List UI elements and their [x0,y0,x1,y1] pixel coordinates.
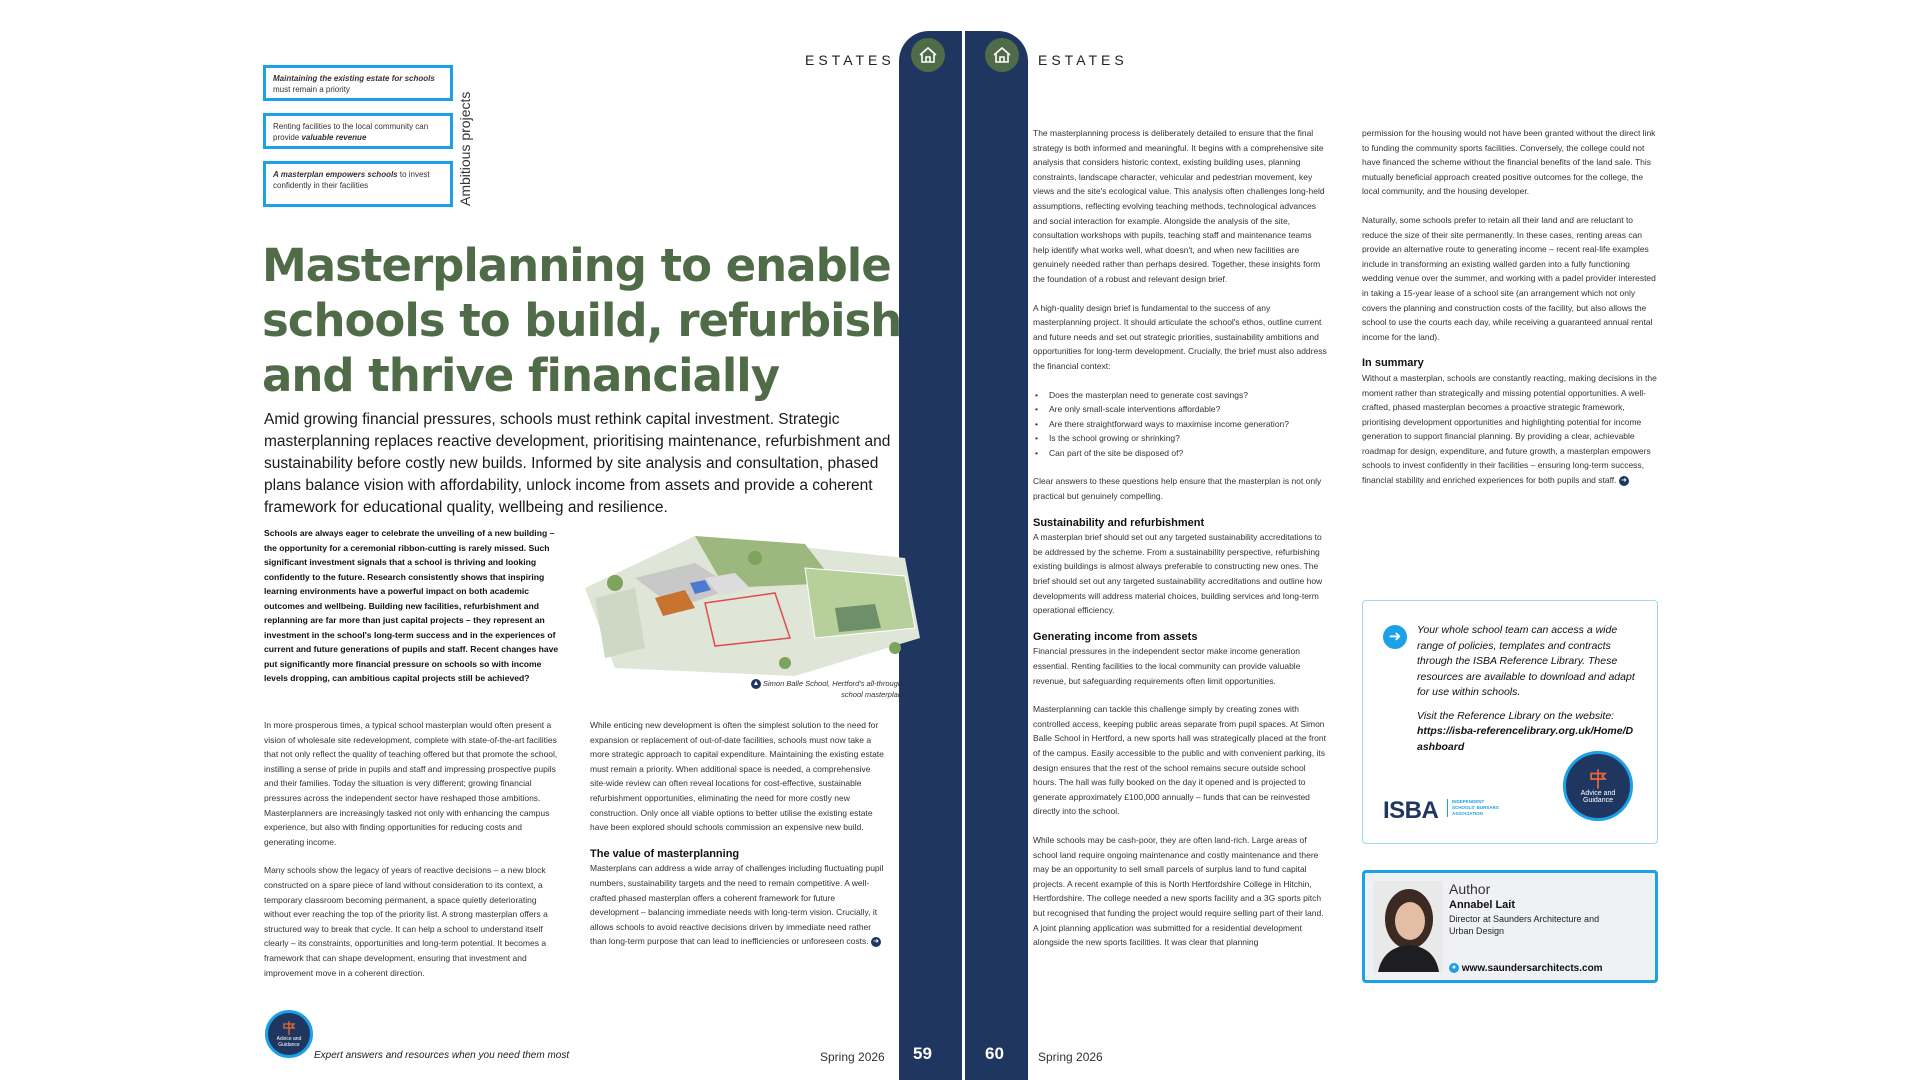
paragraph: Masterplans can address a wide array of challenges including fluctuating pupil numbers, sustainability targets and the need to remain competitive. A well-crafted phased masterplan offers a coherent framework for future development – balancing immediate needs with long-term vision. Crucially, it allows schools to avoid reactive decisions driven by immediate need rather than long-term purpose that can lead to inefficiencies or unforeseen costs. ➜ [590,863,884,947]
p60-col2 [1362,126,1659,488]
pull-quote [263,161,453,207]
right-page-number: 60 [985,1044,1004,1063]
subheading: In summary [1362,357,1424,370]
signpost-icon [281,1020,297,1036]
pull-quote-text: must remain a priority [273,85,350,94]
signpost-icon [1587,768,1609,790]
arrow-up-icon: ▲ [752,680,760,688]
right-spine-strip [965,31,1028,1080]
paragraph: Clear answers to these questions help ensure that the masterplan is not only practical but genuinely compelling. [1033,476,1322,502]
p60-col1 [1033,126,1328,950]
headline: Masterplanning to enable schools to build, refurbish and thrive financially [262,239,902,402]
info-paragraph: Your whole school team can access a wide range of policies, templates and contracts through the ISBA Reference Library. These resources are available to download and adapt for use within schools. [1417,624,1635,698]
house-icon [985,38,1019,72]
subheading: Generating income from assets [1033,630,1198,643]
side-label: Ambitious projects [457,91,473,206]
info-text [1417,623,1637,755]
question-list [1035,388,1328,461]
intro-paragraph: Schools are always eager to celebrate the unveiling of a new building – the opportunity for a ceremonial ribbon-cutting is rarely missed. Such significant investment signals that a school is thriving and looking confidently to the future. Research consistently shows that inspiring learning environments have a powerful impact on both academic outcomes and wellbeing. Building new facilities, refurbishment and replanning are far more than just capital projects – they represent an investment in the school's long-term success and in the experiences of current and future generations of pupils and staff. Recent changes have put significantly more financial pressure on schools so with income levels dropping, can ambitious capital projects still be achieved? [264,528,559,683]
author-website[interactable] [1449,963,1603,974]
pull-quote [263,65,453,101]
pull-quote-text: Renting facilities to the local community can provide [273,122,429,142]
isba-logo-subtitle: INDEPENDENT SCHOOLS' BURSARS ASSOCIATION [1447,799,1499,817]
pull-quote-bold: valuable revenue [301,133,367,142]
pull-quote-text: to invest confidently in their facilities [273,170,430,190]
arrow-right-icon: ➜ [1619,476,1629,486]
arrow-right-icon: ➜ [1383,625,1407,649]
advice-badge [1563,751,1633,821]
subheading: Sustainability and refurbishment [1033,516,1205,529]
paragraph: A masterplan brief should set out any targeted sustainability accreditations to be addressed by the scheme. From a sustainability perspective, refurbishing existing buildings is almost always preferable to constructing new ones. The brief should set out any targeted sustainability accreditations and outline how developments will address material choices, building services and long-term operational efficiency. [1033,532,1323,616]
caption-text: Simon Balle School, Hertford's all-through school masterplan [763,679,902,700]
paragraph: Masterplanning can tackle this challenge simply by creating zones with controlled access, keeping public areas separate from pupil spaces. At Simon Balle School in Hertford, a new sports hall was strategically placed at the front of the campus. Easily accessible to the public and with convenient parking, its design ensures that the rest of the school remains secure outside school hours. The hall was fully booked on the day it opened and is projected to generate approximately £100,000 annually – funds that can be reinvested directly into the school. [1033,704,1326,817]
author-box [1362,870,1658,983]
list-item: • Does the masterplan need to generate cost savings? [1035,388,1328,403]
list-item: • Are only small-scale interventions affordable? [1035,402,1328,417]
left-season: Spring 2026 [820,1050,885,1064]
reference-library-box [1362,600,1658,844]
badge-text: Advice and Guidance [1580,790,1616,804]
info-visit: Visit the Reference Library on the website: [1417,709,1615,722]
reference-library-link[interactable]: https://isba-referencelibrary.org.uk/Home/Dashboard [1417,725,1634,753]
paragraph: Many schools show the legacy of years of reactive decisions – a new block constructed on a spare piece of land without consideration to its context, a temporary classroom becoming permanent, a space quietly deteriorating without ever reaching the top of the priority list. A strong masterplan offers a structured way to break that cycle. It can help a school to understand itself clearly – its constraints, opportunities and long-term potential. It becomes a framework that can shape development, ensuring that investment and improvement move in a coherent direction. [264,865,548,978]
subheading: The value of masterplanning [590,847,740,860]
website-text: www.saundersarchitects.com [1461,963,1603,974]
globe-icon: ● [1449,963,1459,973]
paragraph: Without a masterplan, schools are constantly reacting, making decisions in the moment rather than strategically and missing potential opportunities. A well-crafted, phased masterplan becomes a proactive strategic framework, prioritising development opportunities and highlighting potential for income generation to support financial planning. By providing a clear, achievable roadmap for design, expenditure, and future growth, a masterplan empowers schools to invest confidently in their facilities – ensuring long-term success, financial stability and enriched experiences for both pupils and staff. ➜ [1362,372,1657,486]
author-label: Author [1449,881,1491,897]
footer-tagline: Expert answers and resources when you need them most [314,1050,570,1061]
paragraph: permission for the housing would not have been granted without the direct link to funding the community sports facilities. Conversely, the college could not have financed the scheme without the financial benefits of the land sale. This mutually beneficial approach created positive outcomes for the college, the local community, and the housing developer. [1362,128,1656,197]
paragraph: While schools may be cash-poor, they are often land-rich. Large areas of school land require ongoing maintenance and costly maintenance and there may be an opportunity to sell small parcels of surplus land to fund capital projects. A recent example of this is North Hertfordshire College in Hitchin, Hertfordshire. The college needed a new sports facility and a 3G sports pitch but recognised that funding the project would require selling part of their land. A joint planning application was submitted for a residential development alongside the new sports facilities. It was clear that planning [1033,834,1324,948]
image-caption [742,678,902,700]
pull-quote [263,113,453,149]
pull-quote-bold: A masterplan empowers schools [273,170,398,179]
section-label-left: ESTATES [805,52,895,68]
arrow-right-icon: ➜ [871,937,881,947]
paragraph: In more prosperous times, a typical school masterplan would often present a vision of wholesale site redevelopment, complete with state-of-the-art facilities that not only reflect the quality of teaching offered but that promote the school, instilling a sense of pride in pupils and staff and impressing prospective pupils and their families. Today the situation is very different; growing financial pressures across the independent sector have reshaped those ambitions. Masterplanners are increasingly tasked not only with enhancing the campus experience, but also with finding opportunities for reducing costs and generating income. [264,720,558,847]
paragraph: Naturally, some schools prefer to retain all their land and are reluctant to reduce the size of their site permanently. In these cases, renting areas can provide an alternative route to generating income – recent real-life examples include in transforming an existing walled garden into a fully functioning wedding venue over the summer, and working with a padel provider interested in taking a 15-year lease of a school site (an arrangement which not only covers the planning and construction costs of the facility, but also allows the school to use the courts each day, while receiving a guaranteed annual rental income for the land). [1362,214,1656,342]
list-item: • Can part of the site be disposed of? [1035,446,1328,461]
paragraph: Financial pressures in the independent sector make income generation essential. Renting facilities to the local community can provide valuable revenue, but safeguarding requirements often limit opportunities. [1033,646,1301,686]
badge-text: Advice and Guidance [276,1036,302,1048]
p59-col1 [264,718,560,980]
standfirst: Amid growing financial pressures, schools must rethink capital investment. Strategic masterplanning replaces reactive development, prioritising maintenance, refurbishment and sustainability before costly new builds. Informed by site analysis and consultation, phased plans balance vision with affordability, unlock income from assets and provide a coherent framework for educational quality, wellbeing and resilience. [264,411,891,516]
advice-badge [265,1010,313,1058]
pull-quote-bold: Maintaining the existing estate for schools [273,74,435,83]
author-role: Director at Saunders Architecture and Urban Design [1449,914,1600,936]
masterplan-illustration [575,528,925,678]
author-photo [1373,881,1443,972]
author-name: Annabel Lait [1449,899,1516,911]
list-item: • Is the school growing or shrinking? [1035,431,1328,446]
p59-col2 [590,718,886,949]
isba-logo: ISBA [1383,797,1439,824]
list-item: • Are there straightforward ways to maximise income generation? [1035,417,1328,432]
paragraph: A high-quality design brief is fundamental to the success of any masterplanning project. It should articulate the school's ethos, outline current and future needs and set out strategic priorities, sustainability ambitions and opportunities for long-term development. Crucially, the brief must also address the financial context: [1033,302,1327,371]
section-label-right: ESTATES [1038,52,1128,68]
right-season: Spring 2026 [1038,1050,1103,1064]
left-page-number: 59 [913,1044,932,1063]
house-icon [911,38,945,72]
paragraph: The masterplanning process is deliberately detailed to ensure that the final strategy is both informed and meaningful. It begins with a comprehensive site analysis that considers historic context, existing building uses, planning constraints, landscape character, vehicular and pedestrian movement, key views and the site's ecological value. This analysis often challenges long-held assumptions, reflecting evolving teaching methods, technological advances and social interaction for example. Alongside the analysis of the site, consultation workshops with pupils, teaching staff and maintenance teams help identify what works well, what doesn't, and when new facilities are genuinely needed rather than perhaps desired. Together, these insights form the foundation of a robust and relevant design brief. [1033,128,1325,284]
paragraph: While enticing new development is often the simplest solution to the need for expansion or replacement of out-of-date facilities, schools must now take a more strategic approach to capital expenditure. Maintaining the existing estate must remain a priority. When additional space is needed, a comprehensive site-wide review can often reveal locations for cost-effective, sustainable refurbishment opportunities, eliminating the need for more costly new construction. Only once all viable options to better utilise the existing estate have been explored should schools commission an expensive new build. [590,720,884,833]
